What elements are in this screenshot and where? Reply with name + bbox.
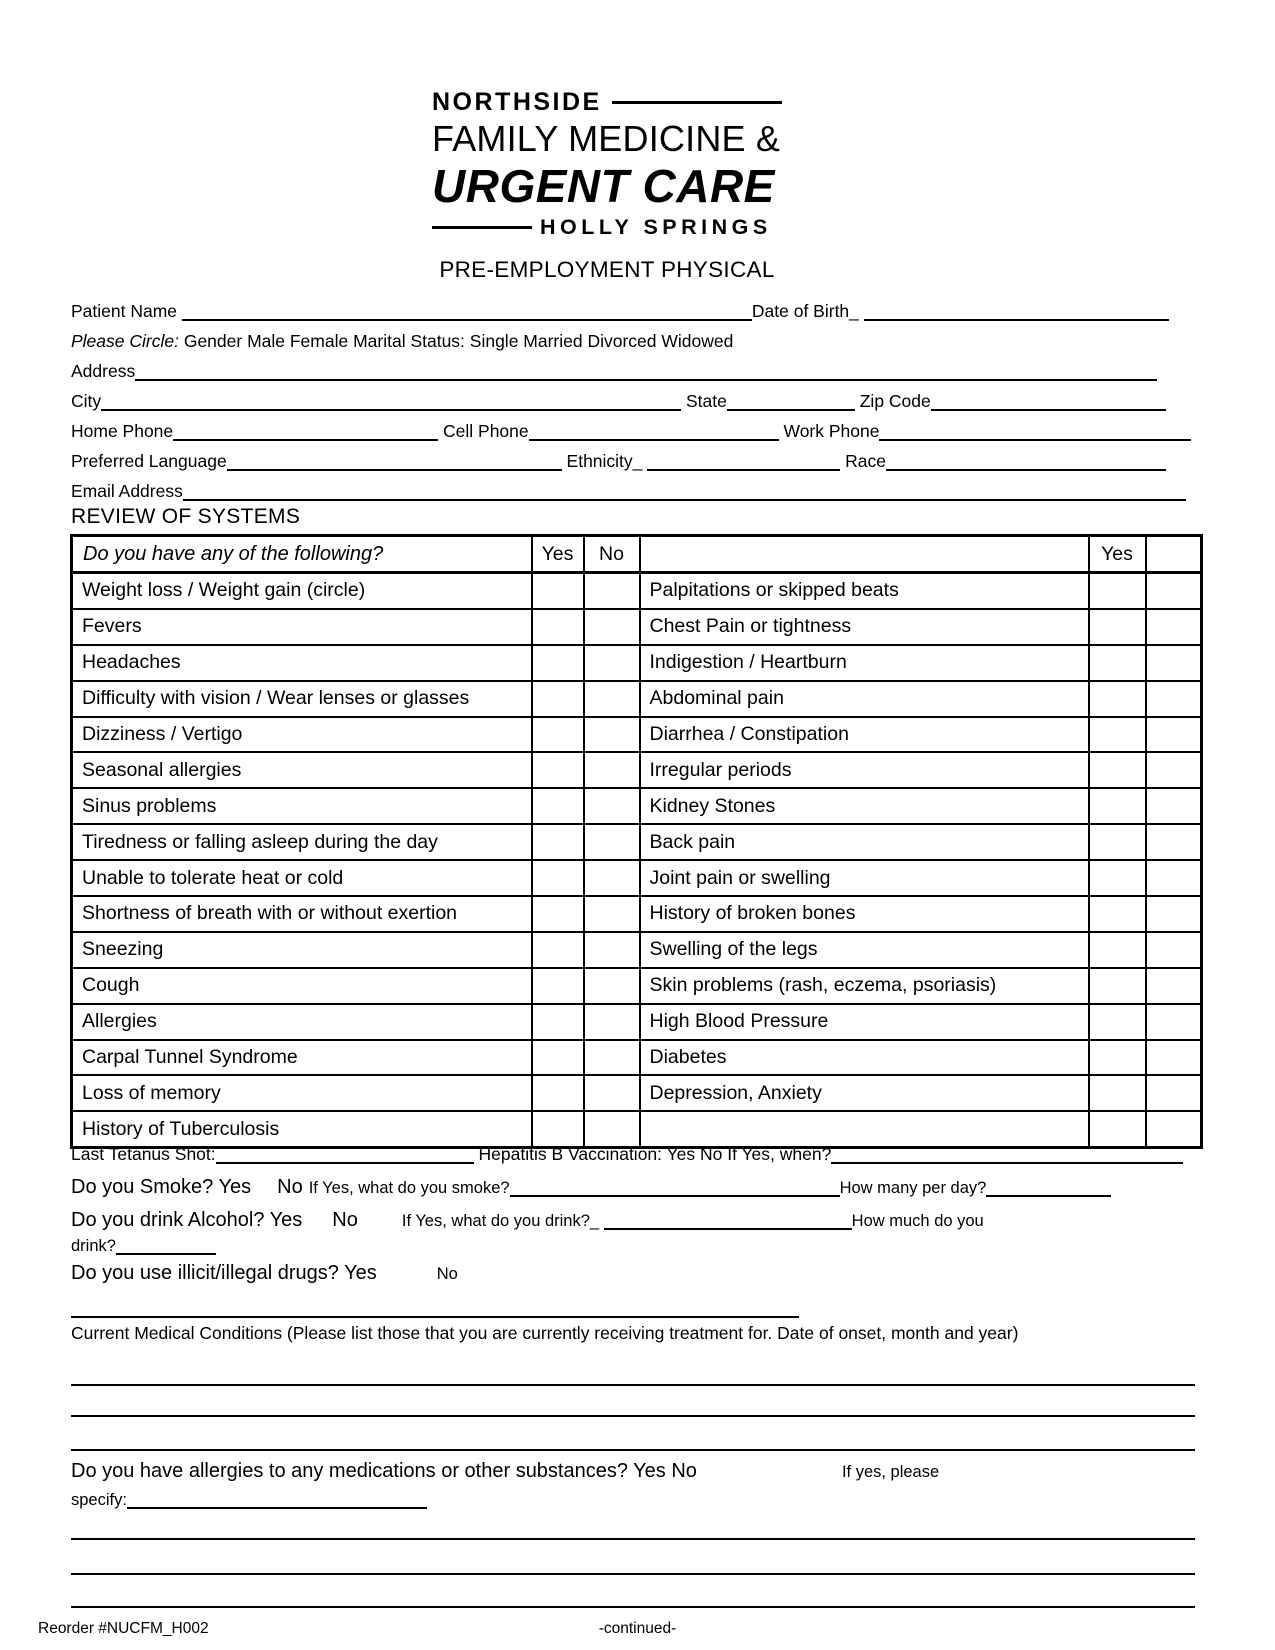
- question-tetanus-hepatitis: [71, 1144, 1183, 1165]
- ros-row: [72, 788, 1202, 824]
- blank-field[interactable]: [101, 399, 681, 411]
- blank-field[interactable]: [831, 1152, 1183, 1164]
- ros-item-label-left: Headaches: [72, 645, 532, 681]
- yes-checkbox-cell[interactable]: [532, 788, 584, 824]
- ros-item-label-right: Irregular periods: [640, 752, 1089, 788]
- ros-item-label-right: Palpitations or skipped beats: [640, 573, 1089, 609]
- ros-row: [72, 1004, 1202, 1040]
- blank-field[interactable]: [529, 429, 779, 441]
- no-checkbox-cell[interactable]: [584, 1075, 640, 1111]
- label-text: Current Medical Conditions (Please list those that you are currently receiving treatment for. Date of onset, month and year): [71, 1323, 1019, 1343]
- label-text: drink?: [71, 1237, 116, 1255]
- ros-row: [72, 1111, 1202, 1147]
- yes-checkbox-cell[interactable]: [532, 609, 584, 645]
- label-text: Zip Code: [854, 391, 931, 411]
- yes-checkbox-cell[interactable]: [1089, 717, 1146, 753]
- no-checkbox-cell[interactable]: [1146, 1004, 1202, 1040]
- ros-header-blank: [640, 536, 1089, 573]
- label-text: No: [332, 1209, 358, 1231]
- ros-item-label-left: Shortness of breath with or without exertion: [72, 896, 532, 932]
- logo-family-medicine-text: FAMILY MEDICINE &: [432, 118, 781, 159]
- no-checkbox-cell[interactable]: [584, 573, 640, 609]
- ros-item-label-left: Fevers: [72, 609, 532, 645]
- yes-checkbox-cell[interactable]: [1089, 932, 1146, 968]
- ros-row: [72, 1075, 1202, 1111]
- ros-item-label-right: Skin problems (rash, eczema, psoriasis): [640, 968, 1089, 1004]
- patient-info-section: [71, 301, 1191, 511]
- no-checkbox-cell[interactable]: [584, 932, 640, 968]
- ros-body: [72, 573, 1202, 1148]
- ros-item-label-left: Difficulty with vision / Wear lenses or glasses: [72, 681, 532, 717]
- writing-line[interactable]: [71, 1415, 1195, 1417]
- question-alcohol-amount: [71, 1237, 216, 1256]
- yes-checkbox-cell[interactable]: [532, 932, 584, 968]
- ros-header-yes-left: Yes: [532, 536, 584, 573]
- ros-item-label-left: Seasonal allergies: [72, 752, 532, 788]
- question-allergies-specify: [71, 1491, 427, 1510]
- yes-checkbox-cell[interactable]: [532, 968, 584, 1004]
- label-text: Hepatitis B Vaccination: Yes No If Yes, when?: [473, 1144, 832, 1164]
- label-text: Do you have allergies to any medications or other substances? Yes No: [71, 1460, 697, 1482]
- no-checkbox-cell[interactable]: [1146, 1075, 1202, 1111]
- no-checkbox-cell[interactable]: [584, 896, 640, 932]
- no-checkbox-cell[interactable]: [584, 860, 640, 896]
- ros-header-no-left: No: [584, 536, 640, 573]
- no-checkbox-cell[interactable]: [584, 1040, 640, 1076]
- label-text: How much do you: [851, 1212, 984, 1230]
- label-text: City: [71, 391, 102, 411]
- ros-row: [72, 896, 1202, 932]
- writing-line[interactable]: [71, 1449, 1195, 1451]
- yes-checkbox-cell[interactable]: [1089, 860, 1146, 896]
- blank-field[interactable]: [135, 369, 1157, 381]
- label-text: Work Phone: [778, 421, 880, 441]
- no-checkbox-cell[interactable]: [1146, 896, 1202, 932]
- ros-item-label-right: Diarrhea / Constipation: [640, 717, 1089, 753]
- label-text: No: [277, 1176, 303, 1198]
- yes-checkbox-cell[interactable]: [532, 824, 584, 860]
- ros-item-label-left: Dizziness / Vertigo: [72, 717, 532, 753]
- ros-item-label-left: Allergies: [72, 1004, 532, 1040]
- no-checkbox-cell[interactable]: [584, 645, 640, 681]
- ros-item-label-left: Unable to tolerate heat or cold: [72, 860, 532, 896]
- ros-row: [72, 824, 1202, 860]
- blank-field[interactable]: [510, 1185, 840, 1197]
- label-text: No: [436, 1265, 458, 1283]
- blank-field[interactable]: [216, 1152, 474, 1164]
- no-checkbox-cell[interactable]: [1146, 1040, 1202, 1076]
- ros-item-label-left: Sinus problems: [72, 788, 532, 824]
- yes-checkbox-cell[interactable]: [532, 1040, 584, 1076]
- blank-field[interactable]: [986, 1185, 1111, 1197]
- no-checkbox-cell[interactable]: [584, 609, 640, 645]
- ros-item-label-right: [640, 1111, 1089, 1147]
- ros-row: [72, 609, 1202, 645]
- yes-checkbox-cell[interactable]: [1089, 896, 1146, 932]
- label-text: Gender Male Female Marital Status: Single Married Divorced Widowed: [178, 331, 734, 351]
- yes-checkbox-cell[interactable]: [532, 1004, 584, 1040]
- blank-field[interactable]: [879, 429, 1191, 441]
- label-text: Race: [840, 451, 886, 471]
- label-text: Email Address: [71, 481, 183, 501]
- yes-checkbox-cell[interactable]: [532, 681, 584, 717]
- ros-section-title: REVIEW OF SYSTEMS: [71, 505, 301, 528]
- yes-checkbox-cell[interactable]: [532, 860, 584, 896]
- ros-item-label-right: Abdominal pain: [640, 681, 1089, 717]
- ros-header-yes-right: Yes: [1089, 536, 1146, 573]
- ros-item-label-right: Depression, Anxiety: [640, 1075, 1089, 1111]
- logo-urgent-care-text: URGENT CARE: [432, 160, 775, 212]
- label-text: Patient Name: [71, 301, 182, 321]
- no-checkbox-cell[interactable]: [584, 788, 640, 824]
- logo-rule-top: [612, 101, 782, 104]
- field-line-address: [71, 361, 1191, 391]
- yes-checkbox-cell[interactable]: [532, 1111, 584, 1147]
- blank-field[interactable]: [604, 1218, 852, 1230]
- yes-checkbox-cell[interactable]: [1089, 824, 1146, 860]
- writing-line[interactable]: [71, 1538, 1195, 1540]
- label-text: Last Tetanus Shot:: [71, 1144, 216, 1164]
- yes-checkbox-cell[interactable]: [1089, 1004, 1146, 1040]
- logo-northside-text: NORTHSIDE: [432, 88, 602, 116]
- logo-row-northside: [432, 88, 782, 117]
- ros-row: [72, 1040, 1202, 1076]
- no-checkbox-cell[interactable]: [1146, 860, 1202, 896]
- ros-item-label-right: Indigestion / Heartburn: [640, 645, 1089, 681]
- no-checkbox-cell[interactable]: [584, 681, 640, 717]
- no-checkbox-cell[interactable]: [1146, 824, 1202, 860]
- question-medical-conditions: [71, 1323, 1018, 1344]
- yes-checkbox-cell[interactable]: [1089, 1040, 1146, 1076]
- clinic-logo: [432, 88, 782, 283]
- label-text: Address: [71, 361, 136, 381]
- yes-checkbox-cell[interactable]: [532, 645, 584, 681]
- field-line-language-ethnicity-race: [71, 451, 1191, 481]
- no-checkbox-cell[interactable]: [584, 1004, 640, 1040]
- ros-item-label-right: Swelling of the legs: [640, 932, 1089, 968]
- blank-field[interactable]: [647, 459, 840, 471]
- no-checkbox-cell[interactable]: [1146, 681, 1202, 717]
- ros-row: [72, 860, 1202, 896]
- no-checkbox-cell[interactable]: [1146, 752, 1202, 788]
- no-checkbox-cell[interactable]: [1146, 1111, 1202, 1147]
- blank-field[interactable]: [931, 399, 1166, 411]
- ros-item-label-right: High Blood Pressure: [640, 1004, 1089, 1040]
- ros-item-label-left: History of Tuberculosis: [72, 1111, 532, 1147]
- question-smoke: [71, 1176, 1111, 1199]
- writing-line[interactable]: [71, 1606, 1195, 1608]
- ros-item-label-left: Loss of memory: [72, 1075, 532, 1111]
- ros-item-label-right: Kidney Stones: [640, 788, 1089, 824]
- yes-checkbox-cell[interactable]: [1089, 1111, 1146, 1147]
- yes-checkbox-cell[interactable]: [532, 573, 584, 609]
- blank-field[interactable]: [116, 1243, 216, 1255]
- ros-item-label-left: Carpal Tunnel Syndrome: [72, 1040, 532, 1076]
- label-text: Date of Birth_: [751, 301, 864, 321]
- blank-field[interactable]: [227, 459, 562, 471]
- blank-field[interactable]: [173, 429, 438, 441]
- no-checkbox-cell[interactable]: [584, 1111, 640, 1147]
- ros-item-label-left: Weight loss / Weight gain (circle): [72, 573, 532, 609]
- yes-checkbox-cell[interactable]: [1089, 788, 1146, 824]
- yes-checkbox-cell[interactable]: [1089, 573, 1146, 609]
- reorder-number: Reorder #NUCFM_H002: [38, 1620, 209, 1637]
- ros-item-label-right: Joint pain or swelling: [640, 860, 1089, 896]
- label-text: If Yes, what do you drink?_: [401, 1212, 604, 1230]
- ros-row: [72, 681, 1202, 717]
- ros-row: [72, 752, 1202, 788]
- field-line-patient-name-dob: [71, 301, 1191, 331]
- field-line-gender-marital: [71, 331, 1191, 361]
- no-checkbox-cell[interactable]: [1146, 968, 1202, 1004]
- ros-row: [72, 968, 1202, 1004]
- ros-header-row: [72, 536, 1202, 573]
- label-text: Please Circle:: [71, 331, 179, 351]
- writing-line[interactable]: [71, 1573, 1195, 1575]
- ros-row: [72, 645, 1202, 681]
- yes-checkbox-cell[interactable]: [1089, 752, 1146, 788]
- yes-checkbox-cell[interactable]: [532, 1075, 584, 1111]
- no-checkbox-cell[interactable]: [1146, 573, 1202, 609]
- ros-header-blank-2: [1146, 536, 1202, 573]
- no-checkbox-cell[interactable]: [1146, 609, 1202, 645]
- label-text: How many per day?: [839, 1179, 987, 1197]
- label-text: specify:: [71, 1491, 127, 1509]
- logo-holly-springs-text: HOLLY SPRINGS: [540, 215, 772, 239]
- no-checkbox-cell[interactable]: [584, 717, 640, 753]
- ros-item-label-left: Tiredness or falling asleep during the day: [72, 824, 532, 860]
- label-text: Preferred Language: [71, 451, 227, 471]
- yes-checkbox-cell[interactable]: [532, 896, 584, 932]
- no-checkbox-cell[interactable]: [584, 968, 640, 1004]
- blank-field[interactable]: [127, 1497, 427, 1509]
- ros-item-label-right: Chest Pain or tightness: [640, 609, 1089, 645]
- ros-item-label-right: Back pain: [640, 824, 1089, 860]
- blank-field[interactable]: [183, 489, 1186, 501]
- logo-rule-bottom: [432, 226, 532, 229]
- writing-line[interactable]: [71, 1316, 799, 1318]
- logo-row-holly-springs: [432, 215, 782, 240]
- ros-row: [72, 932, 1202, 968]
- continued-note: -continued-: [598, 1620, 677, 1637]
- label-text: If yes, please: [841, 1463, 940, 1481]
- label-text: Do you drink Alcohol? Yes: [71, 1209, 303, 1231]
- label-text: Home Phone: [71, 421, 174, 441]
- label-text: Do you Smoke? Yes: [71, 1176, 252, 1198]
- field-line-phones: [71, 421, 1191, 451]
- label-text: Do you use illicit/illegal drugs? Yes: [71, 1262, 377, 1284]
- no-checkbox-cell[interactable]: [1146, 788, 1202, 824]
- ros-header-question: Do you have any of the following?: [72, 536, 532, 573]
- ros-row: [72, 717, 1202, 753]
- ros-item-label-right: History of broken bones: [640, 896, 1089, 932]
- label-text: Cell Phone: [438, 421, 529, 441]
- yes-checkbox-cell[interactable]: [532, 752, 584, 788]
- yes-checkbox-cell[interactable]: [1089, 681, 1146, 717]
- yes-checkbox-cell[interactable]: [1089, 609, 1146, 645]
- yes-checkbox-cell[interactable]: [1089, 968, 1146, 1004]
- question-alcohol: [71, 1209, 984, 1232]
- blank-field[interactable]: [864, 309, 1169, 321]
- writing-line[interactable]: [71, 1384, 1195, 1386]
- blank-field[interactable]: [182, 309, 752, 321]
- no-checkbox-cell[interactable]: [1146, 645, 1202, 681]
- ros-item-label-left: Sneezing: [72, 932, 532, 968]
- form-title: PRE-EMPLOYMENT PHYSICAL: [439, 257, 775, 282]
- ros-table: [70, 534, 1203, 1149]
- no-checkbox-cell[interactable]: [584, 752, 640, 788]
- no-checkbox-cell[interactable]: [1146, 932, 1202, 968]
- no-checkbox-cell[interactable]: [584, 824, 640, 860]
- ros-item-label-right: Diabetes: [640, 1040, 1089, 1076]
- yes-checkbox-cell[interactable]: [1089, 645, 1146, 681]
- yes-checkbox-cell[interactable]: [1089, 1075, 1146, 1111]
- no-checkbox-cell[interactable]: [1146, 717, 1202, 753]
- label-text: If Yes, what do you smoke?: [308, 1179, 510, 1197]
- blank-field[interactable]: [886, 459, 1166, 471]
- question-drugs: [71, 1262, 458, 1285]
- question-medication-allergies: [71, 1460, 939, 1483]
- ros-row: [72, 573, 1202, 609]
- label-text: Ethnicity_: [561, 451, 648, 471]
- label-text: State: [681, 391, 727, 411]
- field-line-city-state-zip: [71, 391, 1191, 421]
- yes-checkbox-cell[interactable]: [532, 717, 584, 753]
- blank-field[interactable]: [727, 399, 855, 411]
- ros-item-label-left: Cough: [72, 968, 532, 1004]
